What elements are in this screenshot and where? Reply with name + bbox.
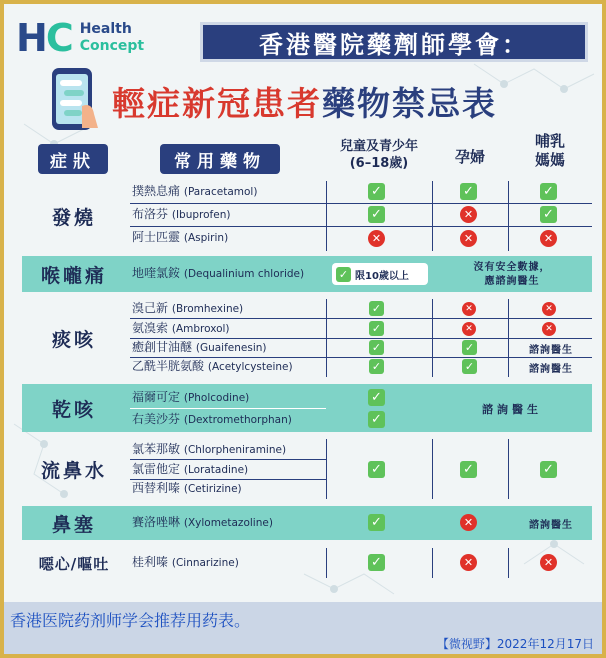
consult-doctor-note: 諮詢醫生 bbox=[529, 345, 573, 356]
column-divider bbox=[326, 548, 327, 578]
cross-icon: ✕ bbox=[460, 206, 477, 223]
check-icon: ✓ bbox=[368, 554, 385, 571]
cross-icon: ✕ bbox=[540, 230, 557, 247]
check-icon: ✓ bbox=[460, 461, 477, 478]
logo-mark bbox=[16, 16, 72, 60]
drug-name-zh: 氯苯那敏 bbox=[132, 442, 181, 456]
drug-name-zh: 右美沙芬 bbox=[132, 412, 181, 426]
drug-name-zh: 氨溴索 bbox=[132, 321, 169, 335]
column-divider bbox=[432, 439, 433, 499]
drug-pholcodine bbox=[132, 388, 326, 407]
check-icon: ✓ bbox=[369, 321, 384, 336]
check-icon: ✓ bbox=[368, 411, 385, 428]
row-divider bbox=[130, 203, 592, 204]
header-breastfeeding-line2: 媽媽 bbox=[534, 151, 565, 169]
no-safety-data-line2: 應諮詢醫生 bbox=[484, 276, 540, 287]
consult-doctor-note: 諮詢醫生 bbox=[529, 364, 573, 375]
column-divider bbox=[432, 548, 433, 578]
drug-name-en: (Ambroxol) bbox=[171, 323, 230, 335]
check-icon: ✓ bbox=[369, 359, 384, 374]
logo-mark-h: H bbox=[16, 16, 46, 60]
symptom-fever: 發燒 bbox=[51, 206, 96, 229]
consult-doctor-note: 諮詢醫生 bbox=[529, 520, 573, 531]
drug-cetirizine bbox=[132, 479, 326, 498]
drug-dextromethorphan bbox=[132, 410, 326, 429]
check-icon: ✓ bbox=[368, 183, 385, 200]
drug-name-en: (Cetirizine) bbox=[183, 483, 242, 495]
check-icon: ✓ bbox=[460, 183, 477, 200]
headline-blue: 藥物禁忌表 bbox=[322, 84, 497, 123]
logo-line-2: Concept bbox=[79, 38, 145, 54]
drug-name-zh: 賽洛唑啉 bbox=[132, 515, 181, 529]
header-breastfeeding-line1: 哺乳 bbox=[534, 132, 565, 150]
drug-name-en: (Dequalinium chloride) bbox=[183, 268, 305, 280]
drug-name-zh: 福爾可定 bbox=[132, 390, 181, 404]
drug-dequalinium bbox=[132, 264, 326, 283]
column-divider bbox=[508, 181, 509, 251]
drug-aspirin bbox=[132, 228, 326, 247]
drug-bromhexine bbox=[132, 299, 326, 318]
drug-name-zh: 桂利嗪 bbox=[132, 555, 169, 569]
header-medicine: 常用藥物 bbox=[160, 144, 280, 174]
drug-name-en: (Aspirin) bbox=[183, 232, 229, 244]
drug-name-zh: 撲熱息痛 bbox=[132, 184, 181, 198]
logo-line-1: Health bbox=[79, 21, 132, 37]
phone-icon bbox=[44, 66, 108, 132]
header-children bbox=[326, 138, 432, 172]
check-icon: ✓ bbox=[336, 267, 351, 282]
cross-icon: ✕ bbox=[460, 554, 477, 571]
drug-acetylcysteine bbox=[132, 357, 326, 376]
column-divider bbox=[432, 181, 433, 251]
column-divider bbox=[326, 439, 327, 499]
header-children-line2: (6–18歲) bbox=[349, 156, 409, 171]
drug-name-en: (Acetylcysteine) bbox=[207, 361, 293, 373]
drug-cinnarizine bbox=[132, 553, 326, 572]
symptom-runny-nose: 流鼻水 bbox=[40, 459, 107, 482]
drug-name-en: (Bromhexine) bbox=[171, 303, 244, 315]
cross-icon: ✕ bbox=[462, 322, 476, 336]
column-divider bbox=[508, 439, 509, 499]
row-divider bbox=[130, 226, 592, 227]
headline-red: 輕症新冠患者 bbox=[112, 84, 322, 123]
health-concept-logo bbox=[16, 16, 144, 60]
check-icon: ✓ bbox=[368, 389, 385, 406]
check-icon: ✓ bbox=[462, 359, 477, 374]
drug-name-zh: 溴己新 bbox=[132, 301, 169, 315]
header-children-line1: 兒童及青少年 bbox=[339, 139, 418, 154]
cross-icon: ✕ bbox=[462, 302, 476, 316]
drug-name-en: (Paracetamol) bbox=[183, 186, 258, 198]
drug-xylometazoline bbox=[132, 513, 326, 532]
poster bbox=[4, 4, 602, 602]
header-pregnant: 孕婦 bbox=[454, 148, 485, 166]
check-icon: ✓ bbox=[540, 183, 557, 200]
drug-guaifenesin bbox=[132, 338, 326, 357]
cross-icon: ✕ bbox=[542, 322, 556, 336]
drug-loratadine bbox=[132, 460, 326, 479]
caption-text: 香港医院药剂师学会推荐用药表。 bbox=[10, 611, 251, 630]
drug-name-en: (Xylometazoline) bbox=[183, 517, 273, 529]
no-safety-data-note bbox=[434, 261, 590, 289]
symptom-dry-cough: 乾咳 bbox=[51, 398, 96, 421]
column-divider bbox=[326, 181, 327, 251]
check-icon: ✓ bbox=[540, 461, 557, 478]
drug-name-en: (Ibuprofen) bbox=[171, 209, 231, 221]
drug-name-en: (Chlorpheniramine) bbox=[183, 444, 287, 456]
symptom-phlegm-cough: 痰咳 bbox=[51, 328, 96, 351]
cross-icon: ✕ bbox=[368, 230, 385, 247]
check-icon: ✓ bbox=[540, 206, 557, 223]
image-caption bbox=[4, 602, 602, 654]
drug-chlorpheniramine bbox=[132, 440, 326, 459]
header-symptom: 症狀 bbox=[38, 144, 108, 174]
org-banner: 香港醫院藥劑師學會： bbox=[200, 22, 588, 62]
check-icon: ✓ bbox=[368, 461, 385, 478]
drug-name-zh: 氯雷他定 bbox=[132, 462, 181, 476]
age-restriction-text: 限10歲以上 bbox=[355, 270, 409, 282]
drug-name-en: (Dextromethorphan) bbox=[183, 414, 292, 426]
column-divider bbox=[508, 548, 509, 578]
drug-name-en: (Loratadine) bbox=[183, 464, 249, 476]
drug-paracetamol bbox=[132, 182, 326, 201]
drug-name-en: (Guaifenesin) bbox=[195, 342, 267, 354]
cross-icon: ✕ bbox=[542, 302, 556, 316]
drug-name-zh: 癒創甘油醚 bbox=[132, 340, 193, 354]
drug-name-zh: 地喹氯銨 bbox=[132, 266, 181, 280]
logo-text bbox=[80, 21, 144, 55]
check-icon: ✓ bbox=[462, 340, 477, 355]
drug-ambroxol bbox=[132, 319, 326, 338]
poster-headline bbox=[112, 78, 497, 125]
drug-name-en: (Cinnarizine) bbox=[171, 557, 239, 569]
drug-name-zh: 西替利嗪 bbox=[132, 481, 181, 495]
no-safety-data-line1: 沒有安全數據， bbox=[473, 262, 551, 273]
consult-doctor-note: 諮詢醫生 bbox=[482, 403, 542, 416]
row-divider bbox=[130, 408, 326, 409]
cross-icon: ✕ bbox=[540, 554, 557, 571]
age-restriction-note bbox=[332, 263, 428, 285]
symptom-nausea-vomiting: 噁心/嘔吐 bbox=[38, 554, 110, 573]
symptom-sore-throat: 喉嚨痛 bbox=[40, 264, 107, 287]
check-icon: ✓ bbox=[368, 206, 385, 223]
cross-icon: ✕ bbox=[460, 230, 477, 247]
screenshot-frame bbox=[4, 4, 602, 654]
drug-ibuprofen bbox=[132, 205, 326, 224]
drug-name-zh: 乙酰半胱氨酸 bbox=[132, 359, 205, 373]
header-breastfeeding bbox=[510, 132, 590, 170]
logo-mark-c: C bbox=[45, 16, 72, 60]
drug-name-zh: 布洛芬 bbox=[132, 207, 169, 221]
symptom-blocked-nose: 鼻塞 bbox=[51, 513, 96, 536]
check-icon: ✓ bbox=[368, 514, 385, 531]
cross-icon: ✕ bbox=[460, 514, 477, 531]
drug-name-en: (Pholcodine) bbox=[183, 392, 250, 404]
check-icon: ✓ bbox=[369, 340, 384, 355]
check-icon: ✓ bbox=[369, 301, 384, 316]
drug-name-zh: 阿士匹靈 bbox=[132, 230, 181, 244]
caption-source: 【微视野】2022年12月17日 bbox=[436, 637, 594, 651]
